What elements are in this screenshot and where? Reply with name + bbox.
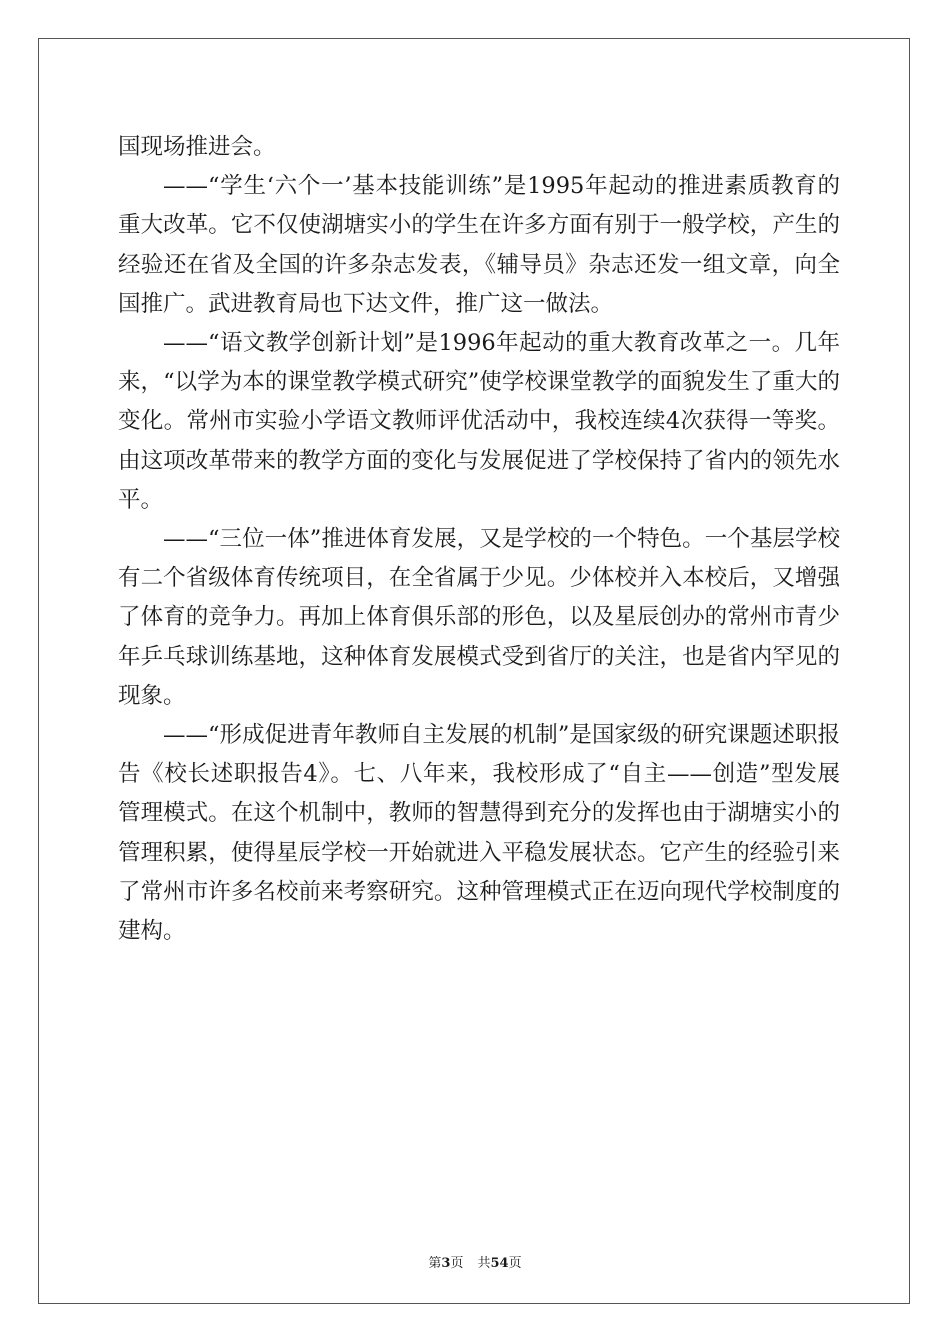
page-prefix: 第	[428, 1256, 442, 1271]
document-body	[118, 128, 840, 951]
paragraph-sports: ——“三位一体”推进体育发展，又是学校的一个特色。一个基层学校有二个省级体育传统项目，在全省属于少见。少体校并入本校后，又增强了体育的竞争力。再加上体育俱乐部的形色，以及星辰创办的常州市青少年乒乓球训练基地，这种体育发展模式受到省厅的关注，也是省内罕见的现象。	[118, 526, 840, 709]
paragraph-teacher-development: ——“形成促进青年教师自主发展的机制”是国家级的研究课题述职报告《校长述职报告4》。七、八年来，我校形成了“自主——创造”型发展管理模式。在这个机制中，教师的智慧得到充分的发挥也由于湖塘实小的管理积累，使得星辰学校一开始就进入平稳发展状态。它产生的经验引来了常州市许多名校前来考察研究。这种管理模式正在迈向现代学校制度的建构。	[118, 722, 840, 945]
total-suffix: 页	[508, 1256, 522, 1271]
paragraph-continuation: 国现场推进会。	[118, 134, 276, 160]
paragraph-chinese-teaching: ——“语文教学创新计划”是1996年起动的重大教育改革之一。几年来，“以学为本的课堂教学模式研究”使学校课堂教学的面貌发生了重大的变化。常州市实验小学语文教师评优活动中，我校连续4次获得一等奖。由这项改革带来的教学方面的变化与发展促进了学校保持了省内的领先水平。	[118, 330, 840, 513]
page-total: 54	[490, 1256, 509, 1271]
page-footer	[0, 1252, 950, 1271]
page-suffix: 页	[450, 1256, 464, 1271]
paragraph-six-skills: ——“学生‘六个一’基本技能训练”是1995年起动的推进素质教育的重大改革。它不仅使湖塘实小的学生在许多方面有别于一般学校，产生的经验还在省及全国的许多杂志发表，《辅导员》杂志还发一组文章，向全国推广。武进教育局也下达文件，推广这一做法。	[118, 173, 840, 317]
total-prefix: 共	[477, 1256, 491, 1271]
page-current: 3	[441, 1256, 451, 1271]
